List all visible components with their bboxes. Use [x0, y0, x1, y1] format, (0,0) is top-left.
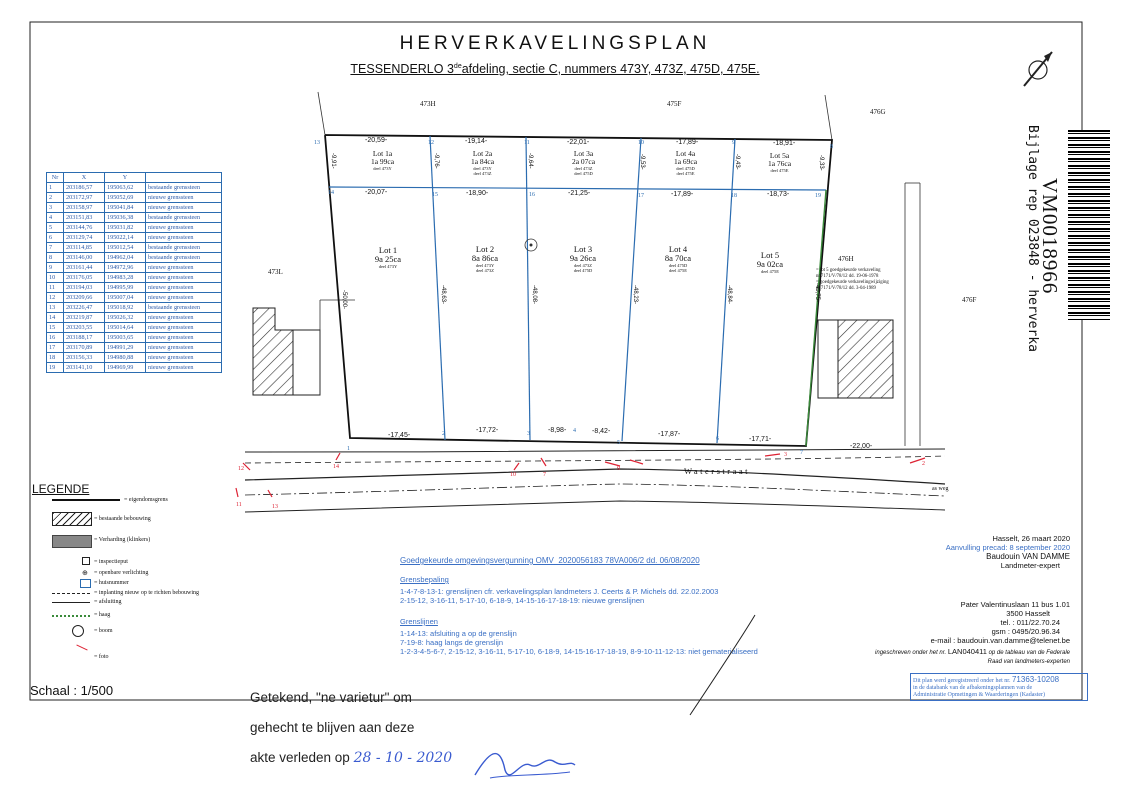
cell-y: 195022,14 [105, 233, 146, 243]
signature-line-1: Getekend, "ne varietur" om [250, 690, 412, 705]
dim-vert-top-4: -9,53- [639, 154, 645, 170]
signature-line-3 [250, 750, 452, 766]
dim-mid-5: -18,73- [767, 191, 790, 198]
cell-x: 203141,10 [64, 363, 105, 373]
subtitle-pre: TESSENDERLO 3 [350, 62, 454, 76]
table-row [47, 263, 222, 273]
cell-nr: 2 [47, 193, 64, 203]
table-row [47, 213, 222, 223]
lot-4-name: Lot 4 [668, 244, 688, 254]
cell-x: 203194,03 [64, 283, 105, 293]
svg-text:2: 2 [442, 431, 445, 437]
lot-5-area: 9a 02ca [756, 259, 784, 269]
cell-desc: nieuwe grenssteen [146, 263, 222, 273]
lot-5-deel: deel 475E [760, 269, 780, 274]
barcode [1068, 130, 1110, 320]
svg-text:3: 3 [527, 431, 530, 437]
table-row [47, 323, 222, 333]
dim-bottom-7: -22,00- [850, 443, 873, 450]
parcel-476F: 476F [962, 296, 977, 304]
lot-1-name: Lot 1 [378, 245, 398, 255]
surveyor-block [870, 534, 1070, 667]
lot-5-name: Lot 5 [760, 250, 780, 260]
db-line3: Administratie Opmetingen & Waarderingen (Kadaster) [913, 692, 1046, 698]
cell-nr: 5 [47, 223, 64, 233]
table-header-row [47, 173, 222, 183]
lot-1a-area: 1a 99ca [370, 157, 395, 166]
cell-nr: 13 [47, 303, 64, 313]
legend-item-foto: = foto [94, 654, 109, 660]
surveyor-email: e-mail : baudouin.van.damme@telenet.be [930, 636, 1070, 645]
dim-vert-main-3: -48,08- [531, 285, 537, 305]
supplement-date: Aanvulling precad: 8 september 2020 [945, 543, 1070, 552]
svg-text:10: 10 [510, 472, 516, 478]
dim-top-3: -22,01- [567, 139, 590, 146]
table-row [47, 183, 222, 193]
register-no: LAN040411 [947, 647, 987, 656]
legend-item-eigendomsgrens: = eigendomsgrens [124, 497, 168, 503]
lot-4a-name: Lot 4a [675, 149, 696, 158]
lot-1 [358, 246, 418, 269]
cell-x: 203129,74 [64, 233, 105, 243]
cell-y: 195036,38 [105, 213, 146, 223]
register-line [870, 647, 1070, 667]
svg-text:14: 14 [333, 464, 339, 470]
inspection-pit-icon [82, 557, 90, 565]
cell-y: 194991,29 [105, 343, 146, 353]
existing-building-right-2 [818, 320, 838, 398]
surveyor-name: Baudouin VAN DAMME [986, 552, 1070, 561]
cell-nr: 6 [47, 233, 64, 243]
lot-outline [325, 135, 832, 446]
lot-5 [740, 251, 800, 274]
svg-text:11: 11 [524, 140, 530, 146]
svg-text:2: 2 [922, 461, 925, 467]
cell-desc: nieuwe grenssteen [146, 353, 222, 363]
existing-building-right [838, 320, 893, 398]
svg-text:9: 9 [732, 140, 735, 146]
legend-line-inplanting [52, 593, 90, 594]
table-row [47, 313, 222, 323]
signature-line-2: gehecht te blijven aan deze [250, 720, 415, 735]
surveyor-gsm: gsm : 0495/20.96.34 [991, 627, 1060, 636]
cell-desc: bestaande grenssteen [146, 183, 222, 193]
cell-y: 194983,28 [105, 273, 146, 283]
legend-item-bebouwing: = bestaande bebouwing [94, 516, 151, 522]
cell-x: 203146,00 [64, 253, 105, 263]
cell-x: 203170,89 [64, 343, 105, 353]
note-476H: = lot 5 goedgekeurde verkaveling nr.7171/V/78/12 dd. 19-06-1978 = goedgekeurde verkavelingwijziging nr.7171/V/78/12 dd. 3-04-1989 [816, 268, 889, 291]
db-line2: in de databank van de afbakeningsplannen van de [913, 685, 1033, 691]
legend-item-inplanting: = inplanting nieuw op te richten bebouwing [94, 590, 200, 596]
tree-icon [525, 239, 537, 251]
cell-nr: 8 [47, 253, 64, 263]
dim-bottom-5: -17,87- [658, 431, 681, 438]
cell-x: 203114,85 [64, 243, 105, 253]
coordinate-table [46, 172, 222, 373]
cell-nr: 16 [47, 333, 64, 343]
dim-bottom-3: -8,98- [548, 427, 567, 434]
dim-mid-4: -17,89- [671, 191, 694, 198]
legend-item-verharding: = Verharding (klinkers) [94, 537, 151, 543]
svg-text:13: 13 [314, 140, 320, 146]
parcel-475F: 475F [667, 100, 682, 108]
cell-y: 195018,92 [105, 303, 146, 313]
svg-text:1: 1 [347, 446, 350, 452]
cell-y: 195063,62 [105, 183, 146, 193]
db-line1: Dit plan werd geregistreerd onder het nr. [913, 678, 1011, 684]
dim-top-5: -18,91- [773, 140, 796, 147]
street-light-icon: ⊕ [82, 570, 88, 577]
lot-4 [648, 245, 708, 273]
cell-nr: 17 [47, 343, 64, 353]
cell-x: 203209,66 [64, 293, 105, 303]
svg-text:11: 11 [236, 502, 242, 508]
svg-text:14: 14 [328, 190, 334, 196]
dim-bottom-4: -8,42- [592, 428, 611, 435]
lot-4a-area: 1a 69ca [673, 157, 698, 166]
cell-nr: 4 [47, 213, 64, 223]
table-row [47, 333, 222, 343]
legend-line-hedge [52, 615, 90, 617]
table-row [47, 243, 222, 253]
dim-bottom-6: -17,71- [749, 436, 772, 443]
photo-legend-icon [76, 645, 87, 651]
cell-x: 203161,44 [64, 263, 105, 273]
parcel-473L: 473L [268, 268, 283, 276]
svg-text:9: 9 [617, 466, 620, 472]
as-weg-label: as weg [932, 486, 949, 492]
parcel-476G: 476G [870, 108, 886, 116]
lot-2a-deel: deel 473Y deel 473Z [473, 166, 492, 176]
street-lines [245, 449, 945, 512]
cell-desc: nieuwe grenssteen [146, 233, 222, 243]
table-row [47, 363, 222, 373]
dim-vert-main-4: -48,23- [632, 285, 638, 305]
table-row [47, 203, 222, 213]
dim-vert-main-1: -50,00- [341, 290, 347, 310]
cell-nr: 14 [47, 313, 64, 323]
table-row [47, 193, 222, 203]
dim-mid-2: -18,90- [466, 190, 489, 197]
table-row [47, 353, 222, 363]
lot-3a [556, 150, 611, 176]
lot-divisions [329, 136, 826, 443]
legend-item-boom: = boom [94, 628, 113, 634]
col-desc [146, 173, 222, 183]
parcel-473H: 473H [420, 100, 436, 108]
cell-y: 195012,54 [105, 243, 146, 253]
grensbepaling-line-1: 1-4-7-8-13-1: grenslijnen cfr. verkavelingsplan landmeters J. Ceerts & P. Michels dd. 22.02.2003 [400, 587, 719, 596]
cell-desc: nieuwe grenssteen [146, 363, 222, 373]
permit-line: Goedgekeurde omgevingsvergunning OMV_2020056183 78VA006/2 dd. 06/08/2020 [400, 556, 700, 565]
col-y: Y [105, 173, 146, 183]
legend-line-fence [52, 602, 90, 603]
lot-3a-name: Lot 3a [573, 149, 594, 158]
cell-desc: nieuwe grenssteen [146, 293, 222, 303]
cell-y: 194980,88 [105, 353, 146, 363]
cell-y: 195003,65 [105, 333, 146, 343]
cell-desc: nieuwe grenssteen [146, 333, 222, 343]
stamp-code: VM0018966 [1038, 178, 1062, 295]
cell-desc: bestaande grenssteen [146, 213, 222, 223]
legend-item-haag: = haag [94, 612, 111, 618]
lot-5a-area: 1a 76ca [767, 159, 792, 168]
north-arrow-icon [1024, 52, 1052, 86]
legend-paving [52, 535, 92, 548]
signature-line-3-text: akte verleden op [250, 750, 350, 765]
register-post: op de tableau van de Federale Raad van landmeters-experten [987, 650, 1070, 665]
table-row [47, 303, 222, 313]
lot-3a-deel: deel 473Z deel 475D [574, 166, 593, 176]
lot-2-name: Lot 2 [475, 244, 495, 254]
dim-bottom-2: -17,72- [476, 427, 499, 434]
col-x: X [64, 173, 105, 183]
svg-text:19: 19 [815, 193, 821, 199]
legend-item-huisnummer: = huisnummer [94, 580, 129, 586]
surveyor-tel: tel. : 011/22.70.24 [1000, 618, 1060, 627]
lot-1a [355, 150, 410, 171]
cell-desc: nieuwe grenssteen [146, 273, 222, 283]
page-title: HERVERKAVELINGSPLAN [399, 33, 711, 54]
subtitle-sup: de [453, 62, 462, 70]
lot-1a-deel: deel 473Y [373, 166, 392, 171]
cell-nr: 1 [47, 183, 64, 193]
dim-top-1: -20,59- [365, 137, 388, 144]
cell-y: 194972,96 [105, 263, 146, 273]
cell-nr: 11 [47, 283, 64, 293]
lot-5a [752, 152, 807, 173]
lot-4a [658, 150, 713, 176]
cell-nr: 18 [47, 353, 64, 363]
cell-nr: 9 [47, 263, 64, 273]
cell-y: 195031,82 [105, 223, 146, 233]
db-number: 71363-10208 [1011, 675, 1060, 684]
lot-3-area: 9a 26ca [569, 253, 597, 263]
legend-line-boundary [52, 499, 120, 501]
cell-x: 203188,17 [64, 333, 105, 343]
svg-text:13: 13 [272, 504, 278, 510]
dim-mid-1: -20,07- [365, 189, 388, 196]
legend-hatch-building [52, 512, 92, 526]
table-row [47, 253, 222, 263]
cell-nr: 10 [47, 273, 64, 283]
dim-mid-3: -21,25- [568, 190, 591, 197]
cell-y: 195052,69 [105, 193, 146, 203]
parcel-476H: 476H [838, 255, 854, 263]
lot-5a-deel: deel 475E [770, 168, 789, 173]
lot-3 [553, 245, 613, 273]
legend-title: LEGENDE [32, 482, 90, 496]
cell-desc: bestaande grenssteen [146, 243, 222, 253]
lot-2-area: 8a 86ca [471, 253, 499, 263]
cell-nr: 7 [47, 243, 64, 253]
signature-scribble [470, 740, 580, 790]
cell-x: 203226,47 [64, 303, 105, 313]
cell-y: 194969,99 [105, 363, 146, 373]
cell-x: 203151,83 [64, 213, 105, 223]
street-name: Waterstraat [684, 466, 750, 476]
cell-nr: 12 [47, 293, 64, 303]
scale-label: Schaal : 1/500 [30, 683, 114, 698]
svg-text:17: 17 [638, 193, 644, 199]
cell-x: 203158,97 [64, 203, 105, 213]
table-row [47, 343, 222, 353]
legend-item-inspectieput: = inspectieput [94, 559, 128, 565]
cell-x: 203156,33 [64, 353, 105, 363]
lot-1-deel: deel 473Y [378, 264, 398, 269]
dim-vert-top-6: -9,33- [818, 155, 824, 171]
table-row [47, 223, 222, 233]
table-row [47, 293, 222, 303]
lot-3a-area: 2a 07ca [571, 157, 596, 166]
lot-5a-name: Lot 5a [769, 151, 790, 160]
dim-vert-top-3: -9,64- [527, 153, 533, 169]
svg-text:7: 7 [543, 472, 546, 478]
dim-bottom-1: -17,45- [388, 432, 411, 439]
lot-4-deel: deel 475D deel 475E [668, 263, 688, 273]
table-row [47, 233, 222, 243]
cell-desc: bestaande grenssteen [146, 303, 222, 313]
legend-item-afsluiting: = afsluiting [94, 599, 122, 605]
svg-text:4: 4 [573, 428, 576, 434]
lot-4a-deel: deel 475D deel 475E [676, 166, 695, 176]
grenslijnen-heading: Grenslijnen [400, 617, 438, 626]
dim-top-4: -17,89- [676, 139, 699, 146]
svg-text:7: 7 [800, 450, 803, 456]
cell-y: 194995,99 [105, 283, 146, 293]
table-row [47, 273, 222, 283]
cell-desc: nieuwe grenssteen [146, 323, 222, 333]
svg-text:10: 10 [638, 140, 644, 146]
lot-3-name: Lot 3 [573, 244, 593, 254]
cell-desc: nieuwe grenssteen [146, 193, 222, 203]
hedge-line [806, 190, 826, 446]
cross-out-line [680, 610, 760, 720]
grenslijnen-line-3: 1-2-3-4-5-6-7, 2-15-12, 3-16-11, 5-17-10, 6-18-9, 14-15-16-17-18-19, 8-9-10-11-12-13: niet gematerialiseerd [400, 647, 758, 656]
grenslijnen-line-2: 7-19-8: haag langs de grenslijn [400, 638, 503, 647]
cell-x: 203172,97 [64, 193, 105, 203]
svg-text:12: 12 [428, 140, 434, 146]
svg-text:15: 15 [432, 192, 438, 198]
svg-text:3: 3 [784, 452, 787, 458]
legend [32, 497, 202, 677]
grenslijnen-line-1: 1-14-13: afsluiting a op de grenslijn [400, 629, 517, 638]
table-row [47, 283, 222, 293]
svg-text:6: 6 [716, 436, 719, 442]
lot-2a [455, 150, 510, 176]
lot-3-deel: deel 473Z deel 475D [573, 263, 593, 273]
dim-vert-top-5: -9,43- [734, 154, 740, 170]
house-number-icon [80, 579, 91, 588]
page-subtitle [300, 62, 810, 76]
cell-desc: nieuwe grenssteen [146, 283, 222, 293]
subtitle-post: afdeling, sectie C, nummers 473Y, 473Z, 475D, 475E. [461, 62, 760, 76]
svg-text:18: 18 [731, 193, 737, 199]
grensbepaling-line-2: 2-15-12, 3-16-11, 5-17-10, 6-18-9, 14-15-16-17-18-19: nieuwe grenslijnen [400, 596, 645, 605]
cell-y: 195026,32 [105, 313, 146, 323]
legend-item-verlichting: = openbare verlichting [94, 570, 149, 576]
cell-desc: nieuwe grenssteen [146, 313, 222, 323]
dim-vert-top-2: -9,76- [433, 153, 439, 169]
surveyor-street: Pater Valentinuslaan 11 bus 1.01 [960, 600, 1070, 609]
cell-desc: nieuwe grenssteen [146, 343, 222, 353]
cell-desc: bestaande grenssteen [146, 253, 222, 263]
existing-building-left [253, 308, 293, 395]
lot-2-deel: deel 473Y deel 473Z [475, 263, 495, 273]
cell-nr: 3 [47, 203, 64, 213]
cell-y: 194962,04 [105, 253, 146, 263]
signature-date: 28 - 10 - 2020 [353, 750, 453, 766]
dim-top-2: -19,14- [465, 138, 488, 145]
cell-y: 195041,84 [105, 203, 146, 213]
lot-2a-area: 1a 84ca [470, 157, 495, 166]
dim-vert-top-1: -9,91- [330, 153, 336, 169]
lot-1-area: 9a 25ca [374, 254, 402, 264]
lot-2a-name: Lot 2a [472, 149, 493, 158]
tree-legend-icon [72, 625, 84, 637]
cell-y: 195007,04 [105, 293, 146, 303]
lot-4-area: 8a 70ca [664, 253, 692, 263]
cell-x: 203219,87 [64, 313, 105, 323]
cell-x: 203176,05 [64, 273, 105, 283]
surveyor-city: 3500 Hasselt [1006, 609, 1050, 618]
cell-x: 203186,57 [64, 183, 105, 193]
stamp-text: Bijlage rep 023848 - herverka [1025, 125, 1040, 352]
cell-y: 195014,64 [105, 323, 146, 333]
cell-desc: nieuwe grenssteen [146, 223, 222, 233]
svg-text:8: 8 [830, 144, 833, 150]
cell-x: 203144,76 [64, 223, 105, 233]
lot-1a-name: Lot 1a [372, 149, 393, 158]
col-nr: Nr [47, 173, 64, 183]
registration-box [910, 673, 1088, 701]
dim-vert-main-5: -48,84- [726, 285, 732, 305]
cell-nr: 15 [47, 323, 64, 333]
svg-text:16: 16 [529, 192, 535, 198]
grensbepaling-heading: Grensbepaling [400, 575, 449, 584]
lot-2 [455, 245, 515, 273]
svg-text:5: 5 [617, 440, 620, 446]
cell-nr: 19 [47, 363, 64, 373]
place-date: Hasselt, 26 maart 2020 [992, 534, 1070, 543]
dim-vert-main-2: -48,63- [440, 285, 446, 305]
existing-building-left-2 [293, 330, 320, 395]
cell-x: 203203,55 [64, 323, 105, 333]
cell-desc: nieuwe grenssteen [146, 203, 222, 213]
surveyor-role: Landmeter-expert [1000, 561, 1060, 570]
svg-text:12: 12 [238, 466, 244, 472]
register-pre: ingeschreven onder het nr. [875, 650, 947, 656]
dim-vert-main-6: -49,75- [814, 283, 820, 303]
